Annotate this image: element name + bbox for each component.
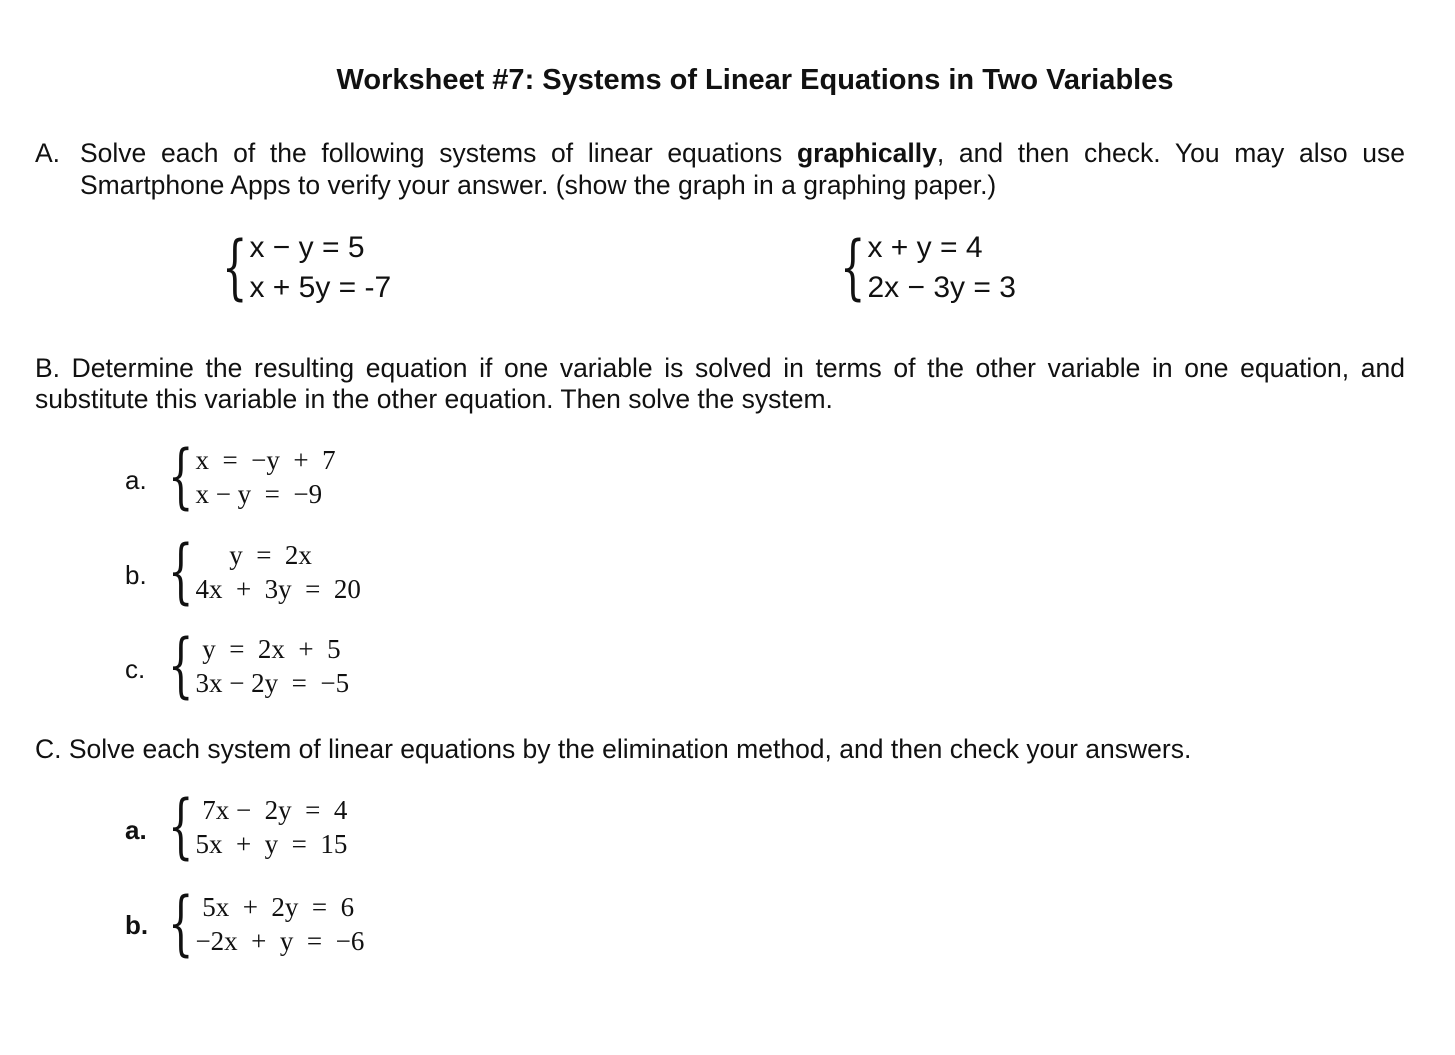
equation: 5x + y = 15 (195, 829, 348, 859)
item-label: a. (125, 815, 147, 845)
equation: 4x + 3y = 20 (195, 574, 361, 604)
section-a-label: A. (35, 138, 61, 168)
section-b-line1: B. Determine the resulting equation if one variable is solved in terms of the other variable in one equation, and (35, 353, 1405, 383)
equation: x − y = −9 (195, 479, 323, 509)
brace-icon: { (840, 227, 866, 309)
equation: −2x + y = −6 (195, 926, 365, 956)
equation: 7x − 2y = 4 (195, 795, 348, 825)
item-label: a. (125, 465, 147, 495)
system-c-a (168, 786, 348, 868)
section-c-line1: C. Solve each system of linear equations by the elimination method, and then check your answers. (35, 734, 1192, 764)
worksheet-title: Worksheet #7: Systems of Linear Equations in Two Variables (336, 64, 1174, 96)
brace-icon: { (168, 883, 194, 965)
item-label: b. (125, 560, 147, 590)
brace-icon: { (168, 436, 194, 518)
equation: 2x − 3y = 3 (867, 271, 1016, 304)
section-a-line2: Smartphone Apps to verify your answer. (show the graph in a graphing paper.) (80, 170, 997, 200)
system-c-b (168, 883, 365, 965)
brace-icon: { (222, 227, 248, 309)
system-b-c (168, 625, 350, 707)
section-a-bold-word: graphically (796, 138, 937, 168)
item-label: b. (125, 910, 149, 940)
brace-icon: { (168, 531, 194, 613)
equation: 3x − 2y = −5 (195, 668, 350, 698)
section-b-line2: substitute this variable in the other equation. Then solve the system. (35, 384, 833, 414)
equation: 5x + 2y = 6 (195, 892, 355, 922)
system-b-b (168, 531, 361, 613)
section-a-text-after: , and then check. You may also use (936, 138, 1405, 168)
system-a2 (840, 228, 1016, 308)
equation: x − y = 5 (249, 231, 365, 264)
equation: x + y = 4 (867, 231, 983, 264)
brace-icon: { (168, 625, 194, 707)
equation: x = −y + 7 (195, 445, 336, 475)
equation: y = 2x + 5 (195, 634, 341, 664)
section-a-text: Solve each of the following systems of linear equations (80, 138, 797, 168)
brace-icon: { (168, 786, 194, 868)
item-label: c. (125, 654, 146, 684)
section-a-line1 (80, 137, 1405, 169)
system-b-a (168, 436, 336, 518)
equation: y = 2x (195, 540, 312, 570)
system-a1 (222, 228, 391, 308)
equation: x + 5y = -7 (249, 271, 392, 304)
